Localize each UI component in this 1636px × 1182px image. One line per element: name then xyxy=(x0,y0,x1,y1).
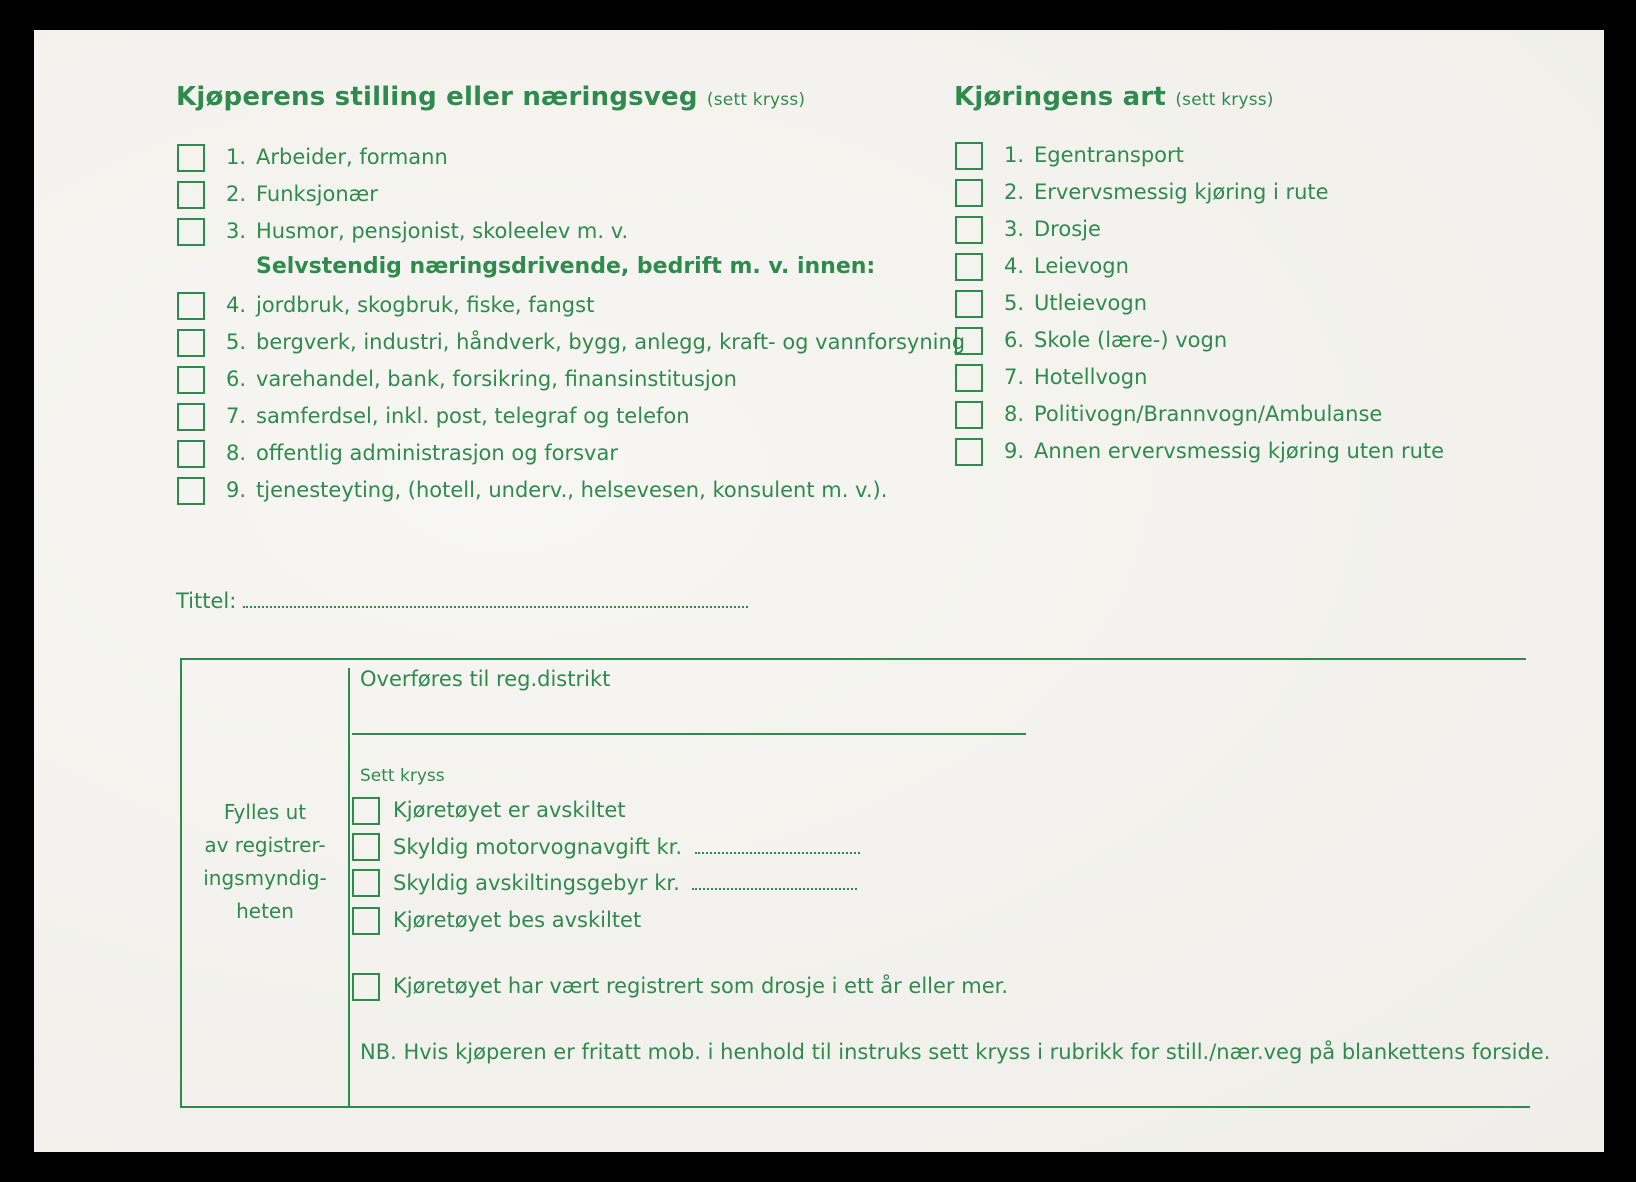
item-label: Egentransport xyxy=(1034,143,1184,167)
occupation-checkbox-6[interactable] xyxy=(177,366,205,394)
taxi-year-checkbox[interactable] xyxy=(352,973,380,1001)
item-number: 3. xyxy=(225,219,246,243)
vehicle-tax-field xyxy=(393,834,860,859)
item-number: 7. xyxy=(225,404,246,428)
item-label: bergverk, industri, håndverk, bygg, anlegg, kraft- og vannforsyning xyxy=(256,330,966,354)
item-number: 1. xyxy=(225,145,246,169)
occupation-item-3 xyxy=(218,219,628,243)
item-number: 6. xyxy=(1003,328,1024,352)
driving-item-7 xyxy=(996,365,1147,389)
item-number: 7. xyxy=(1003,365,1024,389)
item-label: Arbeider, formann xyxy=(256,145,448,169)
item-label: offentlig administrasjon og forsvar xyxy=(256,441,618,465)
vehicle-tax-dotted-line[interactable] xyxy=(695,834,860,854)
registry-divider xyxy=(348,668,350,1108)
buyer-occupation-title: Kjøperens stilling eller næringsveg xyxy=(176,82,698,112)
driving-item-6 xyxy=(996,328,1227,352)
item-label: Ervervsmessig kjøring i rute xyxy=(1034,180,1329,204)
driving-item-2 xyxy=(996,180,1329,204)
item-number: 4. xyxy=(225,293,246,317)
occupation-checkbox-2[interactable] xyxy=(177,181,205,209)
vehicle-tax-checkbox[interactable] xyxy=(352,833,380,861)
driving-item-3 xyxy=(996,217,1101,241)
driving-checkbox-1[interactable] xyxy=(955,142,983,170)
item-number: 2. xyxy=(1003,180,1024,204)
driving-type-heading xyxy=(954,82,1274,112)
driving-item-5 xyxy=(996,291,1147,315)
request-deregistration-checkbox[interactable] xyxy=(352,907,380,935)
item-number: 4. xyxy=(1003,254,1024,278)
side-label-line: Fylles ut xyxy=(223,800,307,824)
transfer-label: Overføres til reg.distrikt xyxy=(360,667,611,691)
item-number: 5. xyxy=(225,330,246,354)
driving-checkbox-6[interactable] xyxy=(955,327,983,355)
driving-checkbox-9[interactable] xyxy=(955,438,983,466)
plate-fee-dotted-line[interactable] xyxy=(692,870,857,890)
item-label: varehandel, bank, forsikring, finansinstitusjon xyxy=(256,367,737,391)
side-label-line: ingsmyndig- xyxy=(203,866,327,890)
item-label: Skole (lære-) vogn xyxy=(1034,328,1228,352)
buyer-occupation-heading xyxy=(176,82,805,112)
title-field xyxy=(176,588,748,613)
occupation-checkbox-7[interactable] xyxy=(177,403,205,431)
occupation-item-5 xyxy=(218,330,965,354)
item-label: tjenesteyting, (hotell, underv., helsevesen, konsulent m. v.). xyxy=(256,478,888,502)
driving-checkbox-2[interactable] xyxy=(955,179,983,207)
buyer-occupation-note: (sett kryss) xyxy=(706,90,806,110)
item-number: 8. xyxy=(1003,402,1024,426)
occupation-checkbox-1[interactable] xyxy=(177,144,205,172)
nb-note: NB. Hvis kjøperen er fritatt mob. i henhold til instruks sett kryss i rubrikk for still./nær.veg på blankettens forside. xyxy=(360,1040,1551,1064)
occupation-item-6 xyxy=(218,367,737,391)
deregistered-checkbox[interactable] xyxy=(352,797,380,825)
plate-fee-field xyxy=(393,870,857,895)
driving-checkbox-5[interactable] xyxy=(955,290,983,318)
registry-top-rule xyxy=(180,658,1526,660)
taxi-year-label: Kjøretøyet har vært registrert som drosje i ett år eller mer. xyxy=(393,974,1008,998)
driving-item-1 xyxy=(996,143,1184,167)
registry-side-label xyxy=(182,796,348,928)
request-deregistration-label: Kjøretøyet bes avskiltet xyxy=(393,908,642,932)
occupation-item-4 xyxy=(218,293,594,317)
occupation-item-9 xyxy=(218,478,887,502)
item-number: 8. xyxy=(225,441,246,465)
side-label-line: heten xyxy=(236,899,294,923)
driving-checkbox-3[interactable] xyxy=(955,216,983,244)
item-label: Husmor, pensjonist, skoleelev m. v. xyxy=(256,219,629,243)
occupation-item-2 xyxy=(218,182,378,206)
occupation-checkbox-4[interactable] xyxy=(177,292,205,320)
transfer-input-line[interactable] xyxy=(352,733,1026,735)
item-label: Annen ervervsmessig kjøring uten rute xyxy=(1034,439,1445,463)
driving-type-title: Kjøringens art xyxy=(954,82,1167,112)
side-label-line: av registrer- xyxy=(204,833,326,857)
driving-checkbox-4[interactable] xyxy=(955,253,983,281)
occupation-item-8 xyxy=(218,441,618,465)
item-label: Politivogn/Brannvogn/Ambulanse xyxy=(1034,402,1383,426)
item-number: 9. xyxy=(1003,439,1024,463)
driving-checkbox-7[interactable] xyxy=(955,364,983,392)
occupation-checkbox-5[interactable] xyxy=(177,329,205,357)
item-number: 9. xyxy=(225,478,246,502)
item-label: Hotellvogn xyxy=(1034,365,1148,389)
occupation-checkbox-9[interactable] xyxy=(177,477,205,505)
item-label: Utleievogn xyxy=(1034,291,1148,315)
driving-item-8 xyxy=(996,402,1382,426)
self-employed-subheading: Selvstendig næringsdrivende, bedrift m. v. innen: xyxy=(256,254,876,279)
occupation-checkbox-3[interactable] xyxy=(177,218,205,246)
vehicle-tax-label: Skyldig motorvognavgift kr. xyxy=(393,835,683,859)
driving-checkbox-8[interactable] xyxy=(955,401,983,429)
title-label: Tittel: xyxy=(176,589,237,613)
item-label: Drosje xyxy=(1034,217,1101,241)
plate-fee-checkbox[interactable] xyxy=(352,869,380,897)
driving-item-9 xyxy=(996,439,1444,463)
occupation-item-1 xyxy=(218,145,448,169)
item-label: samferdsel, inkl. post, telegraf og telefon xyxy=(256,404,690,428)
registry-bottom-rule xyxy=(180,1106,1530,1108)
plate-fee-label: Skyldig avskiltingsgebyr kr. xyxy=(393,871,680,895)
item-label: Leievogn xyxy=(1034,254,1129,278)
item-number: 1. xyxy=(1003,143,1024,167)
occupation-checkbox-8[interactable] xyxy=(177,440,205,468)
occupation-item-7 xyxy=(218,404,690,428)
driving-item-4 xyxy=(996,254,1129,278)
item-label: Funksjonær xyxy=(256,182,378,206)
item-number: 6. xyxy=(225,367,246,391)
sett-kryss-label: Sett kryss xyxy=(360,766,445,786)
title-dotted-line[interactable] xyxy=(243,588,748,608)
driving-type-note: (sett kryss) xyxy=(1175,90,1274,110)
item-number: 2. xyxy=(225,182,246,206)
deregistered-label: Kjøretøyet er avskiltet xyxy=(393,798,626,822)
item-label: jordbruk, skogbruk, fiske, fangst xyxy=(256,293,595,317)
item-number: 5. xyxy=(1003,291,1024,315)
item-number: 3. xyxy=(1003,217,1024,241)
